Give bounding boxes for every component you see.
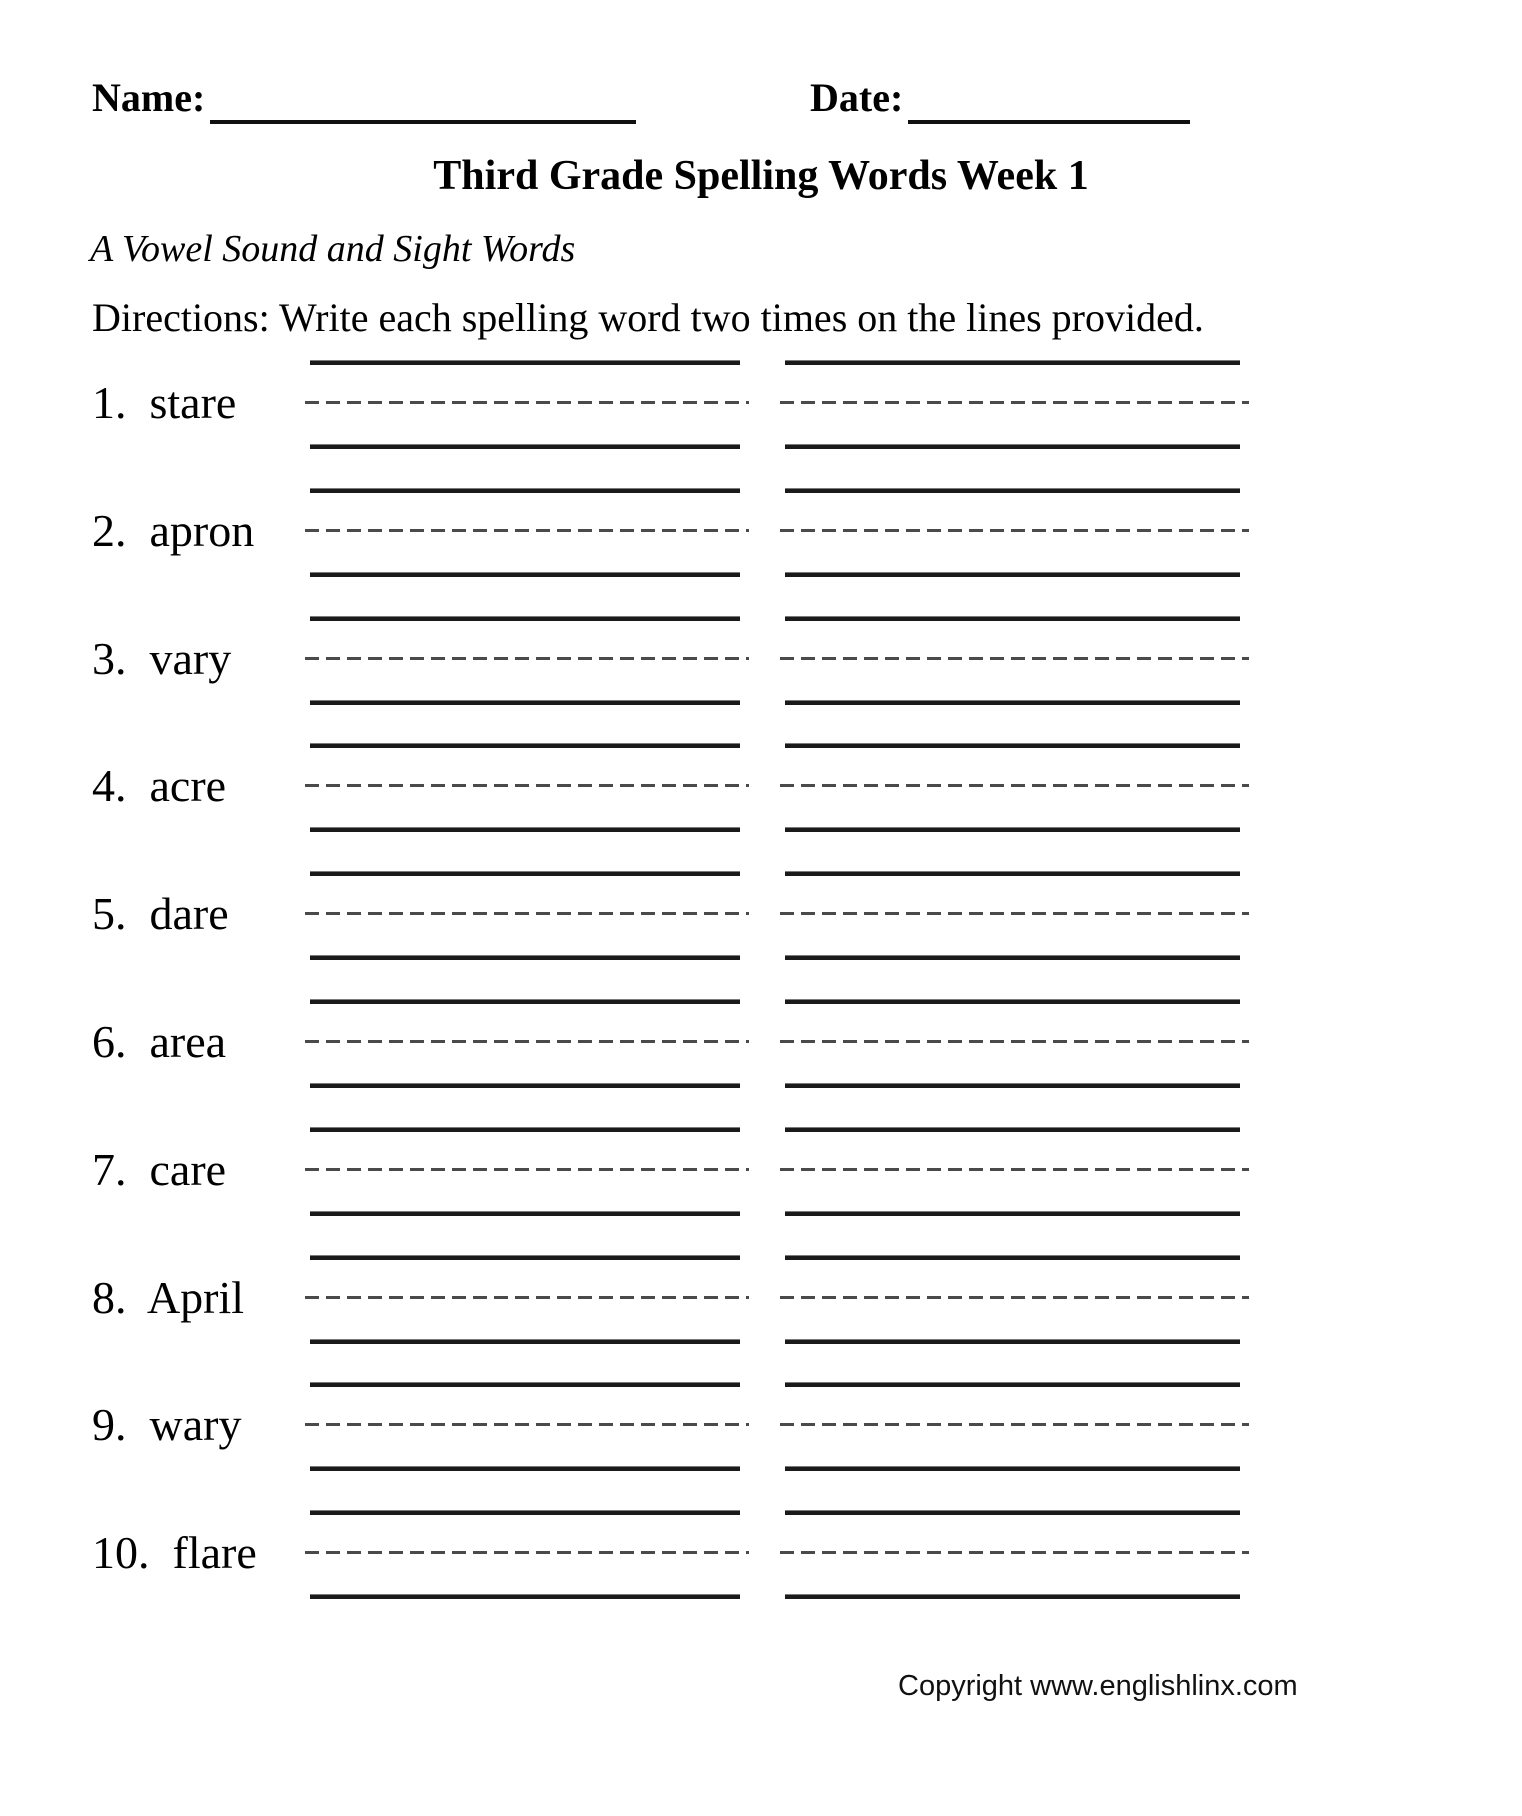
writing-lines-right [785, 488, 1240, 576]
writing-line-top [310, 1127, 740, 1132]
writing-line-top [310, 1382, 740, 1387]
writing-line-top [785, 616, 1240, 621]
writing-lines-right [785, 743, 1240, 831]
writing-lines-right [785, 1255, 1240, 1343]
writing-line-top [310, 616, 740, 621]
writing-lines-right [785, 1127, 1240, 1215]
writing-line-middle-dashed [305, 1296, 749, 1299]
writing-line-middle-dashed [780, 1296, 1249, 1299]
writing-line-middle-dashed [305, 1040, 749, 1043]
writing-lines-left [310, 1255, 740, 1343]
writing-line-bottom [785, 827, 1240, 832]
writing-line-top [785, 360, 1240, 365]
word-label: 2. apron [92, 505, 255, 556]
writing-line-top [785, 1255, 1240, 1260]
writing-line-top [310, 1255, 740, 1260]
writing-line-bottom [310, 1466, 740, 1471]
writing-line-bottom [785, 1211, 1240, 1216]
writing-line-top [785, 743, 1240, 748]
word-label: 4. acre [92, 760, 227, 811]
writing-line-top [785, 1127, 1240, 1132]
word-label: 5. dare [92, 888, 229, 939]
writing-line-bottom [310, 827, 740, 832]
writing-line-middle-dashed [305, 529, 749, 532]
writing-lines-left [310, 999, 740, 1087]
writing-line-middle-dashed [780, 1040, 1249, 1043]
directions-text: Directions: Write each spelling word two times on the lines provided. [92, 295, 1204, 340]
writing-line-middle-dashed [305, 401, 749, 404]
writing-line-bottom [785, 1594, 1240, 1599]
writing-line-bottom [785, 1466, 1240, 1471]
writing-line-middle-dashed [780, 1423, 1249, 1426]
writing-line-top [310, 743, 740, 748]
writing-lines-right [785, 1382, 1240, 1470]
word-label: 3. vary [92, 633, 232, 684]
writing-line-bottom [785, 1339, 1240, 1344]
copyright-text: Copyright www.englishlinx.com [898, 1670, 1298, 1702]
writing-lines-left [310, 871, 740, 959]
writing-line-bottom [785, 955, 1240, 960]
writing-line-top [310, 871, 740, 876]
writing-line-middle-dashed [305, 784, 749, 787]
page-title: Third Grade Spelling Words Week 1 [433, 153, 1089, 199]
writing-line-bottom [785, 572, 1240, 577]
writing-line-top [310, 488, 740, 493]
writing-line-middle-dashed [780, 1551, 1249, 1554]
writing-line-middle-dashed [780, 529, 1249, 532]
writing-line-middle-dashed [305, 1168, 749, 1171]
writing-lines-left [310, 616, 740, 704]
writing-lines-left [310, 1127, 740, 1215]
writing-line-middle-dashed [780, 784, 1249, 787]
writing-lines-right [785, 871, 1240, 959]
name-label: Name: [92, 75, 206, 120]
writing-line-top [785, 1382, 1240, 1387]
writing-line-middle-dashed [780, 401, 1249, 404]
writing-line-top [785, 999, 1240, 1004]
word-label: 6. area [92, 1016, 227, 1067]
writing-line-bottom [785, 1083, 1240, 1088]
writing-line-bottom [310, 1594, 740, 1599]
word-label: 7. care [92, 1144, 227, 1195]
writing-lines-left [310, 488, 740, 576]
writing-lines-left [310, 1382, 740, 1470]
word-label: 1. stare [92, 377, 237, 428]
writing-lines-left [310, 1510, 740, 1598]
word-label: 8. April [92, 1272, 245, 1323]
date-label: Date: [810, 75, 904, 120]
writing-line-middle-dashed [305, 1423, 749, 1426]
writing-lines-right [785, 360, 1240, 448]
writing-line-middle-dashed [305, 912, 749, 915]
word-label: 10. flare [92, 1527, 257, 1578]
writing-line-top [310, 360, 740, 365]
writing-line-middle-dashed [305, 657, 749, 660]
writing-lines-left [310, 743, 740, 831]
writing-line-top [310, 1510, 740, 1515]
writing-line-top [785, 488, 1240, 493]
writing-line-middle-dashed [780, 912, 1249, 915]
writing-line-bottom [785, 444, 1240, 449]
writing-lines-right [785, 1510, 1240, 1598]
writing-lines-right [785, 999, 1240, 1087]
writing-line-middle-dashed [780, 657, 1249, 660]
writing-lines-right [785, 616, 1240, 704]
writing-line-middle-dashed [780, 1168, 1249, 1171]
writing-line-bottom [310, 1083, 740, 1088]
writing-line-bottom [310, 700, 740, 705]
writing-line-top [785, 871, 1240, 876]
writing-line-top [785, 1510, 1240, 1515]
writing-line-bottom [310, 1211, 740, 1216]
page-subtitle: A Vowel Sound and Sight Words [90, 228, 576, 270]
writing-line-bottom [310, 444, 740, 449]
writing-line-bottom [310, 572, 740, 577]
writing-lines-left [310, 360, 740, 448]
writing-line-bottom [785, 700, 1240, 705]
writing-line-bottom [310, 955, 740, 960]
writing-line-bottom [310, 1339, 740, 1344]
word-label: 9. wary [92, 1399, 242, 1450]
writing-line-top [310, 999, 740, 1004]
writing-line-middle-dashed [305, 1551, 749, 1554]
